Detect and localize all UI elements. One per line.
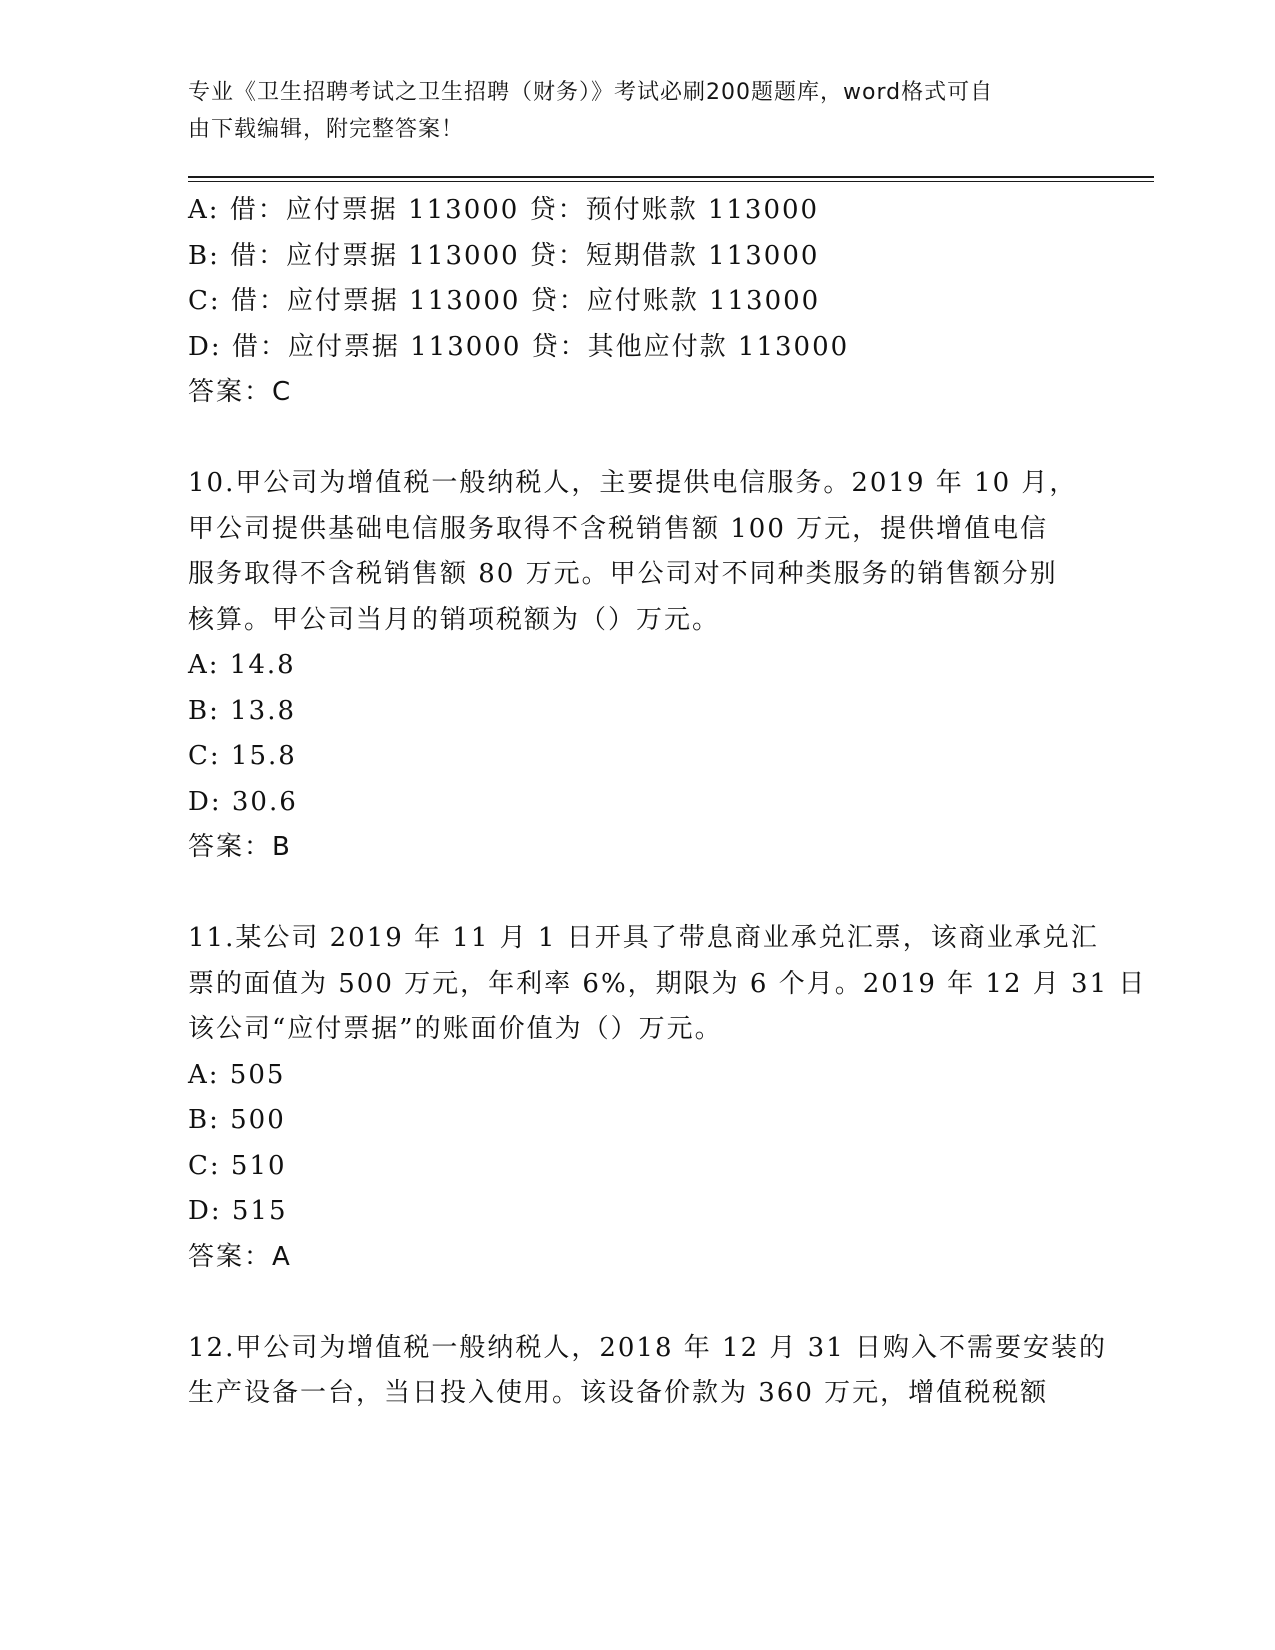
q11-text-line-1: 11.某公司 2019 年 11 月 1 日开具了带息商业承兑汇票，该商业承兑汇 <box>188 923 1099 953</box>
q9-option-c: C: 借：应付票据 113000 贷：应付账款 113000 <box>188 286 821 316</box>
document-header <box>188 74 1068 148</box>
q10-text-line-4: 核算。甲公司当月的销项税额为（）万元。 <box>188 604 721 635</box>
q11-option-a: A: 505 <box>188 1059 286 1090</box>
q10-text-line-3: 服务取得不含税销售额 80 万元。甲公司对不同种类服务的销售额分别 <box>188 559 1058 589</box>
q9-option-b: B: 借：应付票据 113000 贷：短期借款 113000 <box>188 240 820 271</box>
q11-text-line-2: 票的面值为 500 万元，年利率 6%，期限为 6 个月。2019 年 12 月 31 日 <box>188 968 1147 999</box>
q10-option-c: C: 15.8 <box>188 741 297 771</box>
q10-option-a: A: 14.8 <box>188 650 296 680</box>
q11-text-line-3: 该公司“应付票据”的账面价值为（）万元。 <box>188 1014 723 1044</box>
spacer <box>188 1280 1088 1326</box>
question-content <box>188 188 1147 1417</box>
q11-option-b: B: 500 <box>188 1105 286 1135</box>
header-rule-thick <box>188 176 1154 178</box>
q12-text-line-1: 12.甲公司为增值税一般纳税人，2018 年 12 月 31 日购入不需要安装的 <box>188 1332 1108 1363</box>
q11-option-c: C: 510 <box>188 1150 287 1181</box>
q10-option-b: B: 13.8 <box>188 695 297 726</box>
q11-option-d: D: 515 <box>188 1196 288 1226</box>
q11-answer: 答案：A <box>188 1241 292 1272</box>
question-10-block <box>188 461 1088 871</box>
question-12-block <box>188 1326 1108 1417</box>
spacer <box>188 871 1088 917</box>
q9-option-d: D: 借：应付票据 113000 贷：其他应付款 113000 <box>188 331 850 362</box>
q10-text-line-1: 10.甲公司为增值税一般纳税人，主要提供电信服务。2019 年 10 月， <box>188 468 1078 498</box>
q10-answer: 答案：B <box>188 832 292 862</box>
q10-option-d: D: 30.6 <box>188 786 298 817</box>
q10-text-line-2: 甲公司提供基础电信服务取得不含税销售额 100 万元，提供增值电信 <box>188 513 1049 544</box>
header-rule-thin <box>188 181 1154 182</box>
question-11-block <box>188 916 1147 1280</box>
header-line-1: 专业《卫生招聘考试之卫生招聘（财务）》考试必刷200题题库，word格式可自 <box>188 80 994 105</box>
q12-text-line-2: 生产设备一台，当日投入使用。该设备价款为 360 万元，增值税税额 <box>188 1378 1049 1408</box>
q9-answer: 答案：C <box>188 377 293 407</box>
q9-option-a: A: 借：应付票据 113000 贷：预付账款 113000 <box>188 195 820 225</box>
spacer <box>188 416 1088 462</box>
header-line-2: 由下载编辑，附完整答案！ <box>188 117 465 142</box>
question-9-block <box>188 188 1088 416</box>
